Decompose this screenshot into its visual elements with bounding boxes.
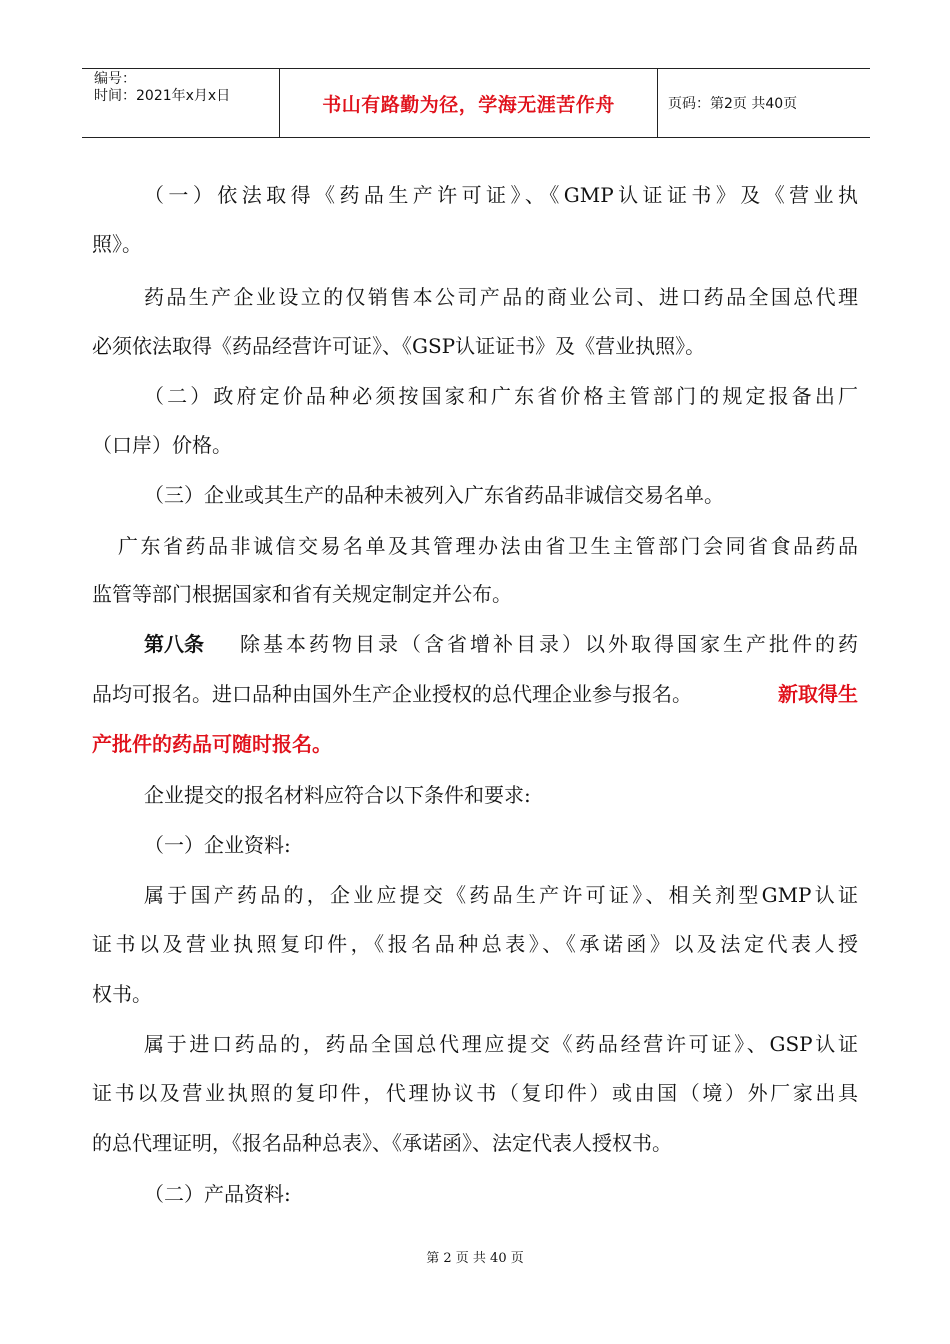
article-8-line [144, 632, 858, 656]
section-heading: （一）企业资料: [144, 833, 291, 857]
paragraph-line: 证书以及营业执照的复印件，代理协议书（复印件）或由国（境）外厂家出具 [92, 1081, 858, 1105]
paragraph-line: （二）政府定价品种必须按国家和广东省价格主管部门的规定报备出厂 [144, 384, 858, 408]
paragraph-line: 属于进口药品的，药品全国总代理应提交《药品经营许可证》、GSP认证 [144, 1032, 858, 1056]
section-heading: （二）产品资料: [144, 1182, 291, 1206]
highlighted-text: 新取得生 [778, 682, 858, 706]
paragraph-line: （口岸）价格。 [92, 433, 232, 457]
highlighted-text: 产批件的药品可随时报名。 [92, 732, 332, 756]
paragraph-text: 品均可报名。进口品种由国外生产企业授权的总代理企业参与报名。 [92, 682, 692, 706]
page-header [82, 68, 870, 138]
paragraph-line: （三）企业或其生产的品种未被列入广东省药品非诚信交易名单。 [144, 483, 724, 507]
page-footer: 第 2 页 共 40 页 [426, 1251, 524, 1266]
header-page-info: 页码：第2页 共40页 [668, 96, 798, 112]
paragraph-line: 权书。 [92, 982, 152, 1006]
header-meta [82, 69, 280, 137]
paragraph-line: 照》。 [92, 232, 142, 256]
paragraph-line: 必须依法取得《药品经营许可证》、《GSP认证证书》及《营业执照》。 [92, 334, 706, 358]
paragraph-line [92, 682, 858, 706]
paragraph-line: （一）依法取得《药品生产许可证》、《GMP认证证书》及《营业执 [144, 183, 858, 207]
paragraph-line: 证书以及营业执照复印件，《报名品种总表》、《承诺函》以及法定代表人授 [92, 932, 858, 956]
header-motto: 书山有路勤为径，学海无涯苦作舟 [280, 69, 658, 137]
paragraph-line: 监管等部门根据国家和省有关规定制定并公布。 [92, 582, 512, 606]
paragraph-line: 药品生产企业设立的仅销售本公司产品的商业公司、进口药品全国总代理 [144, 285, 858, 309]
document-date: 时间：2021年x月x日 [94, 88, 231, 104]
paragraph-line: 广东省药品非诚信交易名单及其管理办法由省卫生主管部门会同省食品药品 [118, 534, 858, 558]
paragraph-line: 的总代理证明，《报名品种总表》、《承诺函》、法定代表人授权书。 [92, 1131, 672, 1155]
paragraph-line: 属于国产药品的，企业应提交《药品生产许可证》、相关剂型GMP认证 [144, 883, 858, 907]
paragraph-line: 企业提交的报名材料应符合以下条件和要求: [144, 783, 531, 807]
article-8-title: 第八条 [144, 632, 204, 656]
document-number-label: 编号： [94, 71, 136, 87]
article-8-text: 除基本药物目录（含省增补目录）以外取得国家生产批件的药 [240, 632, 858, 656]
